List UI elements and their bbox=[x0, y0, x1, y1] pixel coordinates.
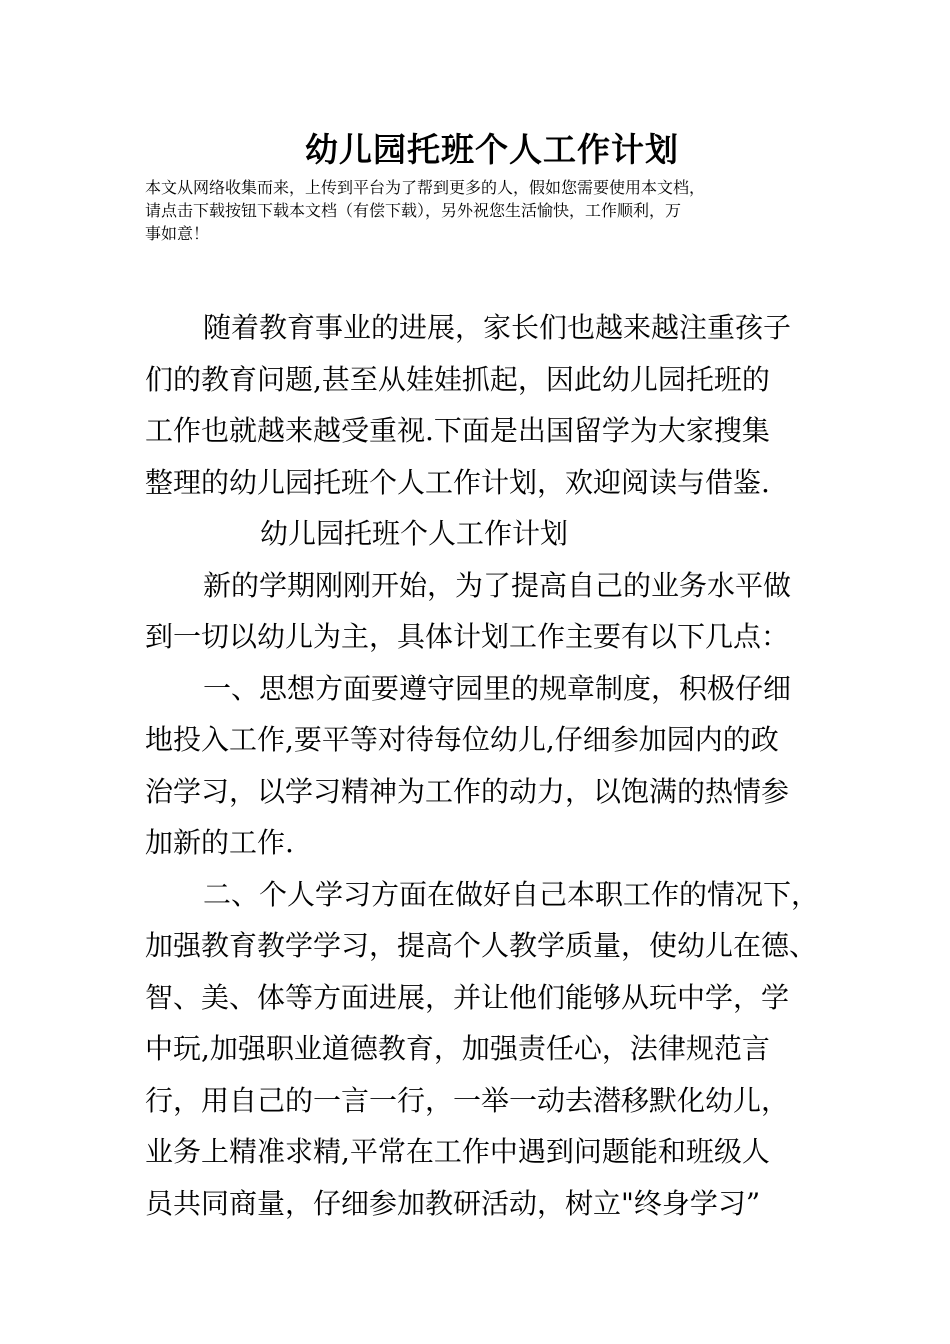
paragraph-line: 加新的工作. bbox=[145, 826, 294, 859]
notice-line: 请点击下载按钮下载本文档（有偿下载），另外祝您生活愉快，工作顺利，万 bbox=[145, 201, 682, 220]
download-notice bbox=[145, 176, 835, 245]
paragraph-line: 一、思想方面要遵守园里的规章制度，积极仔细 bbox=[203, 671, 792, 705]
paragraph-line: 员共同商量，仔细参加教研活动，树立"终身学习” bbox=[145, 1186, 761, 1220]
paragraph-line: 新的学期刚刚开始，为了提高自己的业务水平做 bbox=[203, 568, 792, 602]
document-body bbox=[145, 302, 845, 1229]
paragraph-line: 们的教育问题,甚至从娃娃抓起，因此幼儿园托班的 bbox=[145, 362, 770, 396]
paragraph-line: 加强教育教学学习，提高个人教学质量，使幼儿在德、 bbox=[145, 929, 818, 962]
document-title: 幼儿园托班个人工作计划 bbox=[305, 130, 679, 169]
notice-line: 事如意！ bbox=[145, 224, 210, 243]
paragraph-line: 行，用自己的一言一行，一举一动去潜移默化幼儿， bbox=[145, 1083, 790, 1117]
paragraph-line: 整理的幼儿园托班个人工作计划，欢迎阅读与借鉴. bbox=[145, 465, 770, 499]
paragraph-line: 二、个人学习方面在做好自己本职工作的情况下， bbox=[203, 877, 820, 911]
paragraph-line: 到一切以幼儿为主，具体计划工作主要有以下几点： bbox=[145, 620, 790, 653]
notice-line: 本文从网络收集而来，上传到平台为了帮到更多的人，假如您需要使用本文档， bbox=[145, 178, 706, 197]
paragraph-line: 治学习，以学习精神为工作的动力，以饱满的热情参 bbox=[145, 774, 790, 808]
paragraph-line: 智、美、体等方面进展，并让他们能够从玩中学，学 bbox=[145, 980, 790, 1014]
paragraph-line: 地投入工作,要平等对待每位幼儿,仔细参加园内的政 bbox=[145, 723, 779, 756]
paragraph-line: 工作也就越来越受重视.下面是出国留学为大家搜集 bbox=[145, 414, 770, 447]
paragraph-line: 中玩,加强职业道德教育，加强责任心，法律规范言 bbox=[145, 1032, 770, 1065]
paragraph-line: 随着教育事业的进展，家长们也越来越注重孩子 bbox=[203, 311, 792, 344]
section-heading: 幼儿园托班个人工作计划 bbox=[260, 517, 569, 550]
paragraph-line: 业务上精准求精,平常在工作中遇到问题能和班级人 bbox=[145, 1135, 770, 1168]
